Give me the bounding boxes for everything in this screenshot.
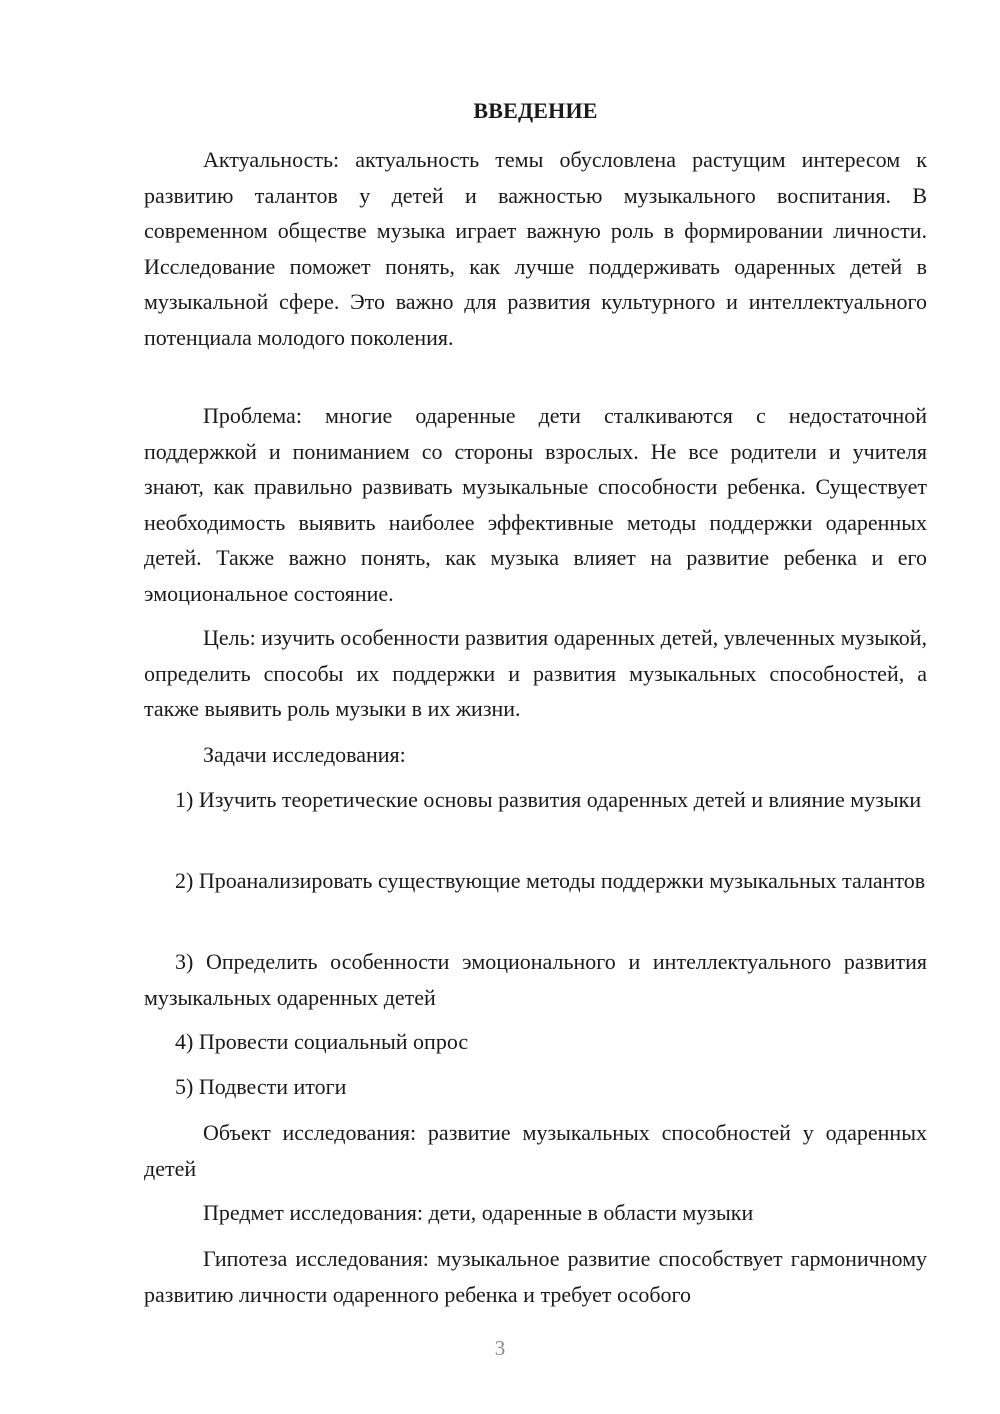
tasks-heading: Задачи исследования: bbox=[203, 742, 406, 767]
paragraph-object: Объект исследования: развитие музыкальных способностей у одаренных детей bbox=[144, 1120, 927, 1181]
paragraph-subject: Предмет исследования: дети, одаренные в области музыки bbox=[203, 1200, 754, 1225]
task-item-3: 3) Определить особенности эмоционального и интеллектуального развития музыкальных одаренных детей bbox=[144, 949, 927, 1010]
paragraph-problem: Проблема: многие одаренные дети сталкиваются с недостаточной поддержкой и пониманием со стороны взрослых. Не все родители и учителя знают, как правильно развивать музыкальные способности ребенка. Существует необходимость выявить наиболее эффективные методы поддержки одаренных детей. Также важно понять, как музыка влияет на развитие ребенка и его эмоциональное состояние. bbox=[144, 403, 927, 606]
paragraph-goal: Цель: изучить особенности развития одаренных детей, увлеченных музыкой, определить способы их поддержки и развития музыкальных способностей, а также выявить роль музыки в их жизни. bbox=[144, 625, 927, 721]
paragraph-hypothesis: Гипотеза исследования: музыкальное развитие способствует гармоничному развитию личности одаренного ребенка и требует особого bbox=[144, 1246, 927, 1307]
task-item-2: 2) Проанализировать существующие методы поддержки музыкальных талантов bbox=[175, 868, 926, 893]
paragraph-relevance: Актуальность: актуальность темы обусловлена растущим интересом к развитию талантов у детей и важностью музыкального воспитания. В современном обществе музыка играет важную роль в формировании личности. Исследование поможет понять, как лучше поддерживать одаренных детей в музыкальной сфере. Это важно для развития культурного и интеллектуального потенциала молодого поколения. bbox=[144, 147, 927, 350]
task-item-1: 1) Изучить теоретические основы развития одаренных детей и влияние музыки bbox=[175, 787, 922, 812]
task-item-4: 4) Провести социальный опрос bbox=[175, 1029, 469, 1054]
page-number: 3 bbox=[494, 1336, 506, 1360]
page-title: ВВЕДЕНИЕ bbox=[473, 98, 598, 123]
task-item-5: 5) Подвести итоги bbox=[175, 1074, 347, 1099]
